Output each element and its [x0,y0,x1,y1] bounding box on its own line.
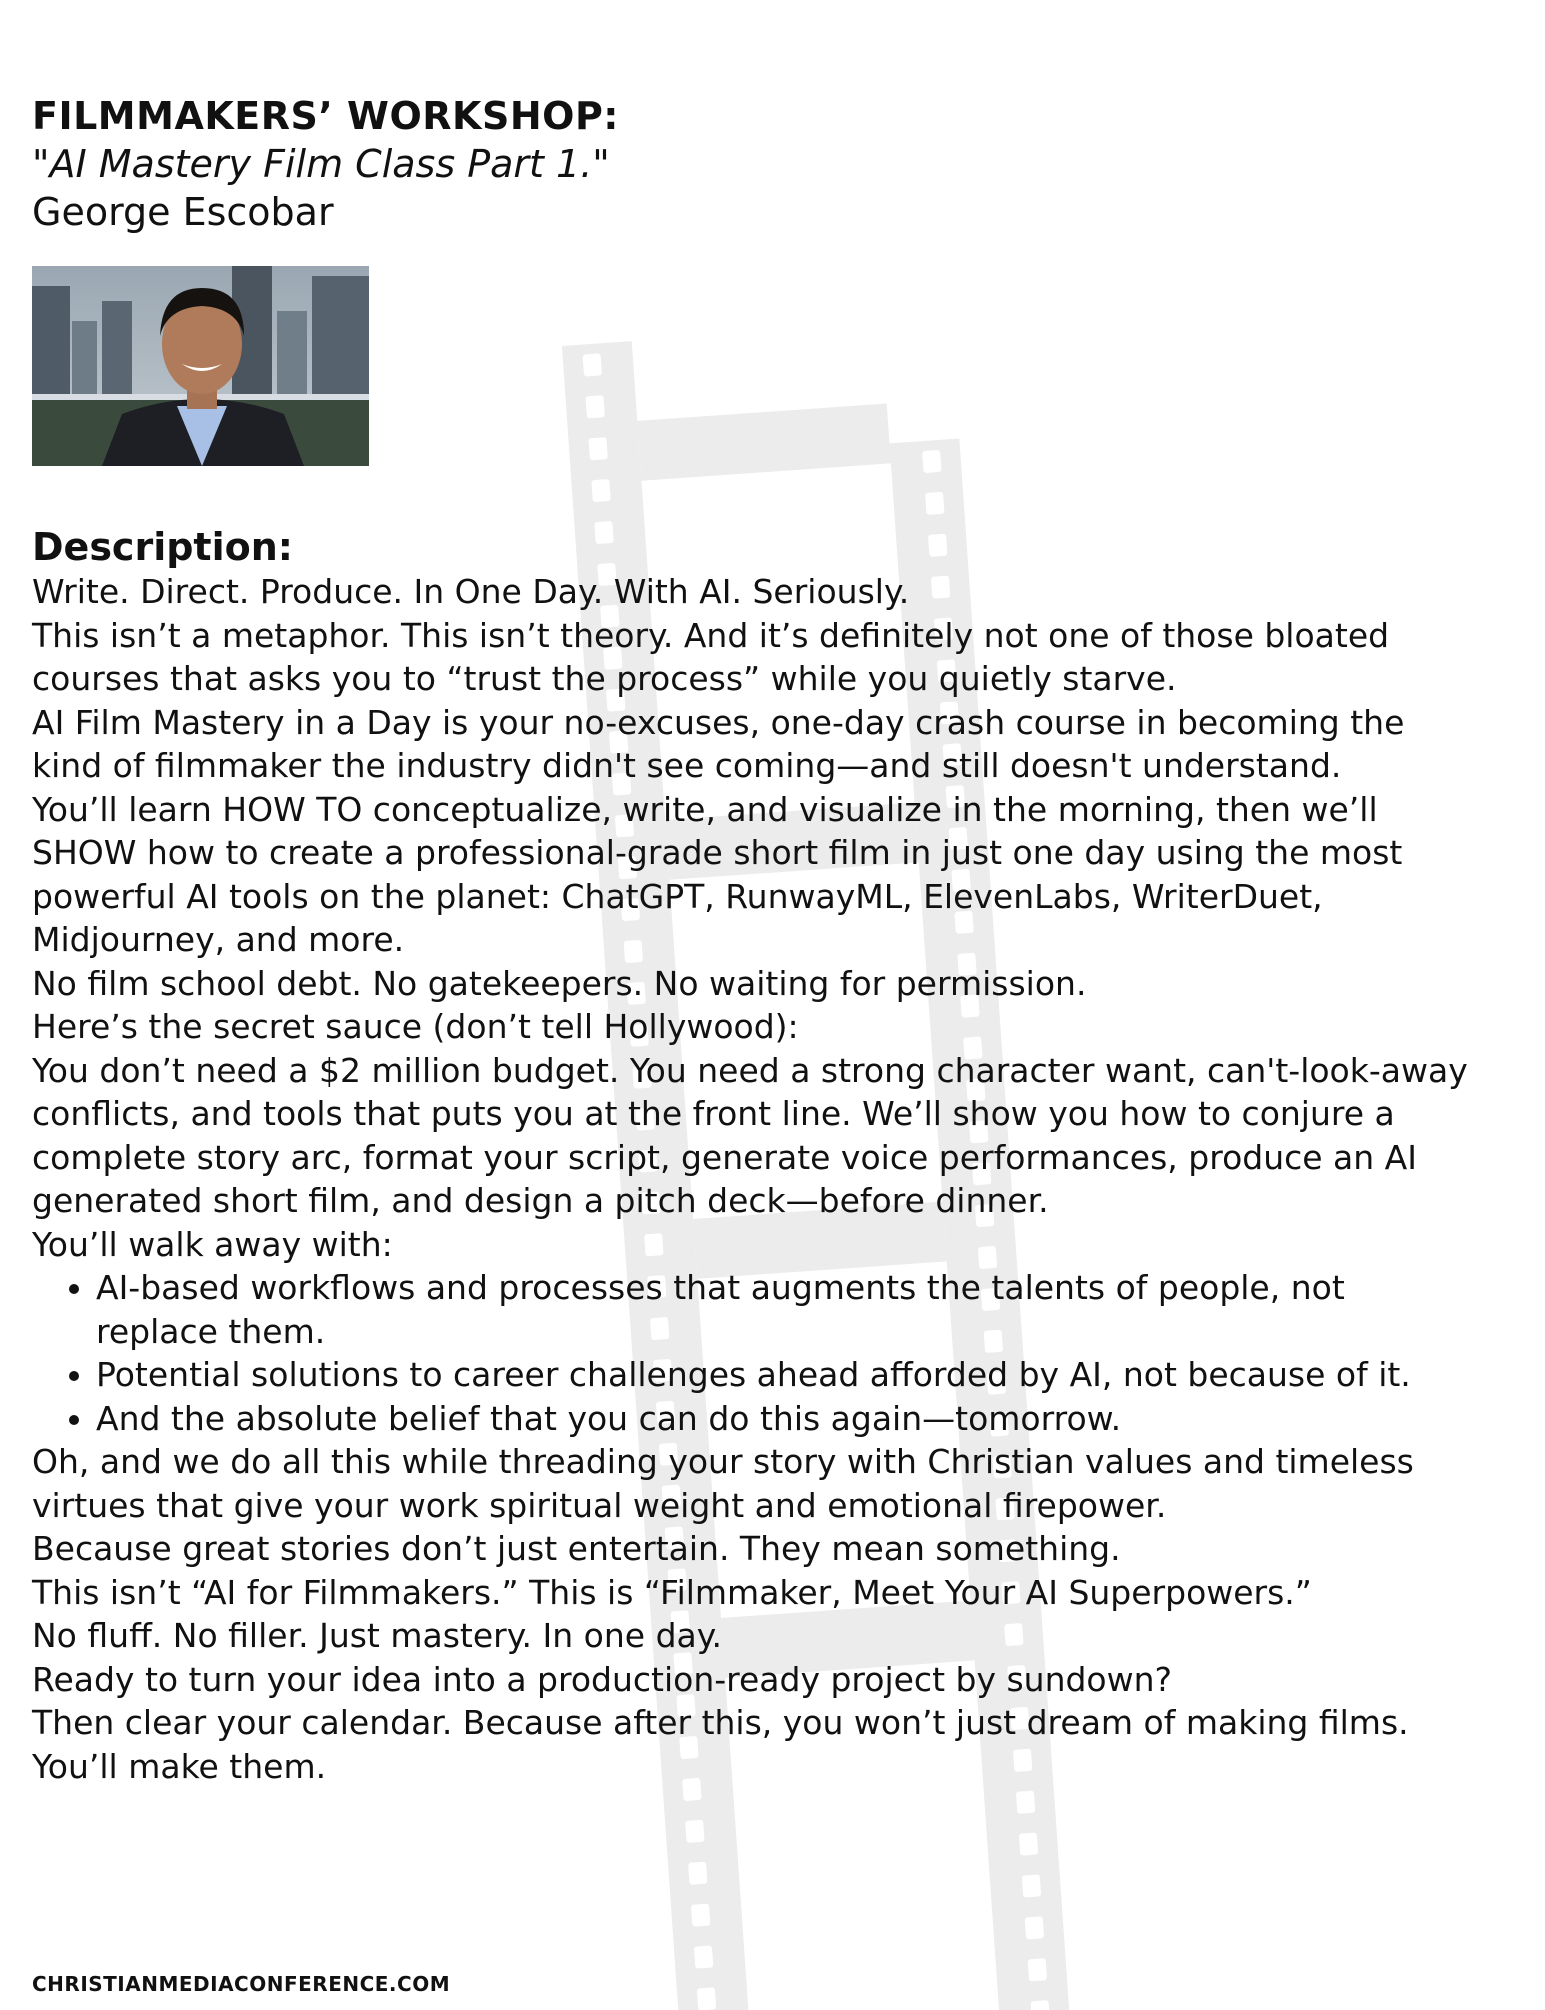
description-body-top [32,570,1472,1266]
description-paragraph: No fluff. No filler. Just mastery. In one day. [32,1616,723,1655]
takeaways-list [32,1266,1472,1440]
description-body-bottom [32,1440,1472,1788]
list-item: • AI-based workflows and processes that augments the talents of people, not replace them. [96,1266,1472,1353]
page-title: FILMMAKERS’ WORKSHOP: [32,94,619,138]
workshop-subtitle: "AI Mastery Film Class Part 1." [32,142,610,186]
description-paragraph: You’ll learn HOW TO conceptualize, write, and visualize in the morning, then we’ll SHOW how to create a professional-grade short film in just one day using the most powerful AI tools on the planet: ChatGPT, RunwayML, ElevenLabs, WriterDuet, Midjourney, and more. [32,789,1403,959]
description-paragraph: Then clear your calendar. Because after this, you won’t just dream of making films. You’ll make them. [32,1703,1409,1786]
description-paragraph: Ready to turn your idea into a production-ready project by sundown? [32,1659,1173,1699]
description-paragraph: Write. Direct. Produce. In One Day. With AI. Seriously. [32,572,910,611]
description-paragraph: You don’t need a $2 million budget. You need a strong character want, can't-look-away conflicts, and tools that puts you at the front line. We’ll show you how to conjure a complete story arc, format your script, generate voice performances, produce an AI generated short film, and design a pitch deck—before dinner. [32,1050,1468,1220]
description-paragraph: Because great stories don’t just entertain. They mean something. [32,1529,1121,1568]
list-item: • Potential solutions to career challenges ahead afforded by AI, not because of it. [96,1353,1472,1397]
author-name: George Escobar [32,190,334,234]
description-paragraph: AI Film Mastery in a Day is your no-excuses, one-day crash course in becoming the kind of filmmaker the industry didn't see coming—and still doesn't understand. [32,702,1405,785]
description-heading: Description: [32,525,293,569]
main-content [32,92,1472,1788]
description-paragraph: Oh, and we do all this while threading your story with Christian values and timeless virtues that give your work spiritual weight and emotional firepower. [32,1442,1414,1525]
description-paragraph: This isn’t a metaphor. This isn’t theory. And it’s definitely not one of those bloated courses that asks you to “trust the process” while you quietly starve. [32,615,1390,698]
footer-website: CHRISTIANMEDIACONFERENCE.COM [32,1972,451,1996]
description-paragraph: You’ll walk away with: [32,1224,393,1264]
author-photo [32,266,369,466]
description-paragraph: This isn’t “AI for Filmmakers.” This is “Filmmaker, Meet Your AI Superpowers.” [32,1572,1312,1612]
description-paragraph: No film school debt. No gatekeepers. No waiting for permission. [32,963,1087,1003]
description-paragraph: Here’s the secret sauce (don’t tell Hollywood): [32,1007,799,1046]
list-item: • And the absolute belief that you can do this again—tomorrow. [96,1397,1472,1441]
